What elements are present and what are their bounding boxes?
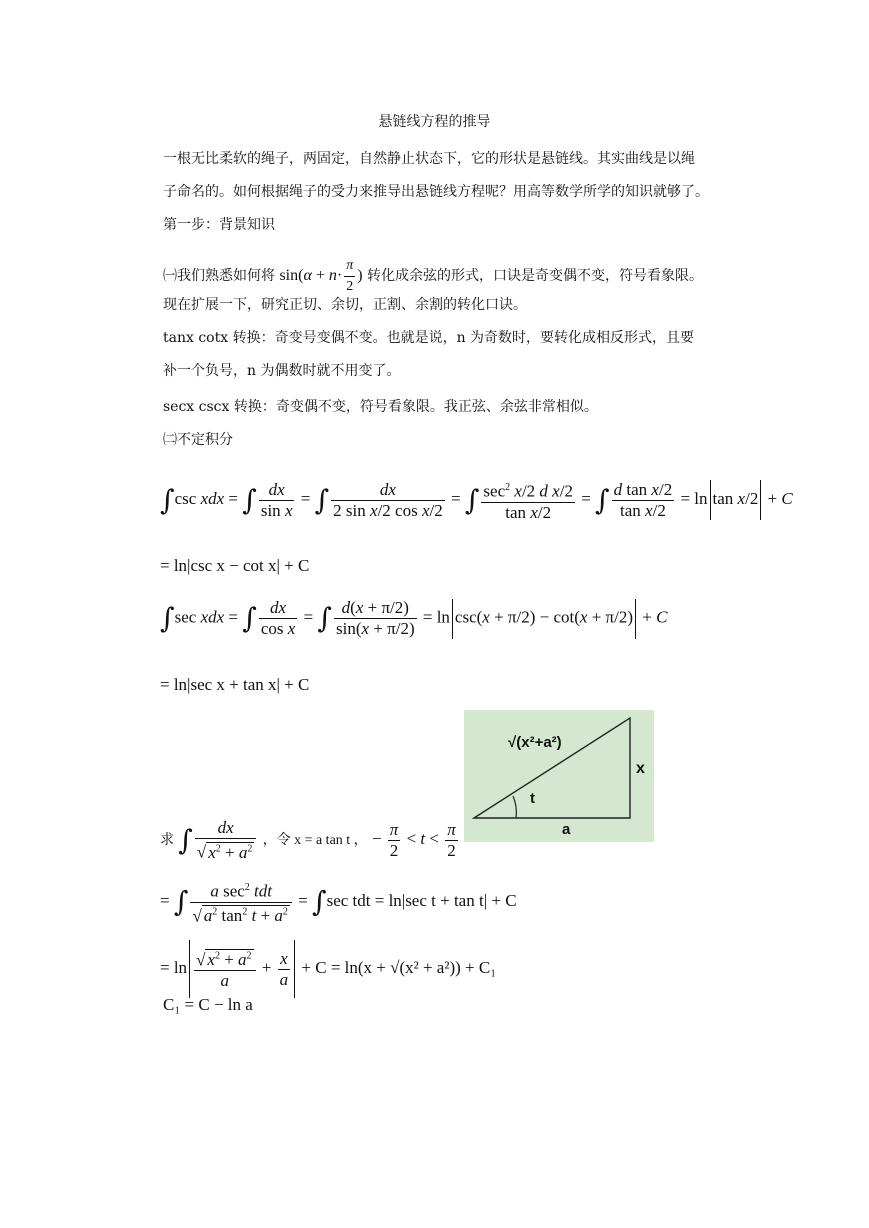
tan-cot-line-2: 补一个负号，n 为偶数时就不用变了。 [163,363,401,379]
angle-t-label: t [530,790,535,807]
equation-qiu: 求 ∫ $\frac{dx}{√ x^2 + a^2}$ ，令 x = a tan t ， − $\frac{\pi}{2}$ < t < $\frac{\pi}{2}$ [160,818,456,862]
equation-int-line-2-tail: + C = ln(x + √(x² + a²)) + C₁ [301,957,497,977]
equation-int-line-1-tail: sec tdt = ln|sec t + tan t| + C [326,891,517,911]
qiu-prefix: 求 [160,833,174,849]
equation-sec-result: = ln|sec x + tan x| + C [160,675,310,694]
equation-csc-integral: ∫csc xdx = ∫ $\frac{dx}{\text{sin x}}$ = ∫ $\frac{dx}{\text{2 sin x/2 cos x/2}}$ = ∫ $\frac{\sec^2 x/2 d x/2}{\text{tan x/2}}$ = ∫ $\frac{\text{d tan x/2}}{\text{tan x/2}}$ = ln tan x/2 + C [160,479,793,522]
item-1-suffix: 转化成余弦的形式，口诀是奇变偶不变，符号看象限。 [367,268,704,285]
paragraph-1-line-2: 子命名的。如何根据绳子的受力来推导出悬链线方程呢？用高等数学所学的知识就够了。 [163,184,709,200]
step-1-heading: 第一步：背景知识 [163,217,275,233]
right-triangle-diagram [464,710,654,842]
item-1-prefix: ㈠我们熟悉如何将 [163,268,275,285]
equation-c1: C₁ = C − ln a [163,995,253,1014]
equation-int-line-1: = ∫ $\frac{a \sec^2 tdt}{√ a^2 \tan^2 t + a^2}$ = ∫sec tdt = ln|sec t + tan t| + C [160,878,517,926]
item-1-text [163,256,703,297]
extend-line: 现在扩展一下，研究正切、余切，正割、余割的转化口诀。 [163,297,527,313]
qiu-substitution: ，令 x = a tan t ， [262,833,368,849]
item-2-heading: ㈡不定积分 [163,432,233,448]
paragraph-1-line-1: 一根无比柔软的绳子，两固定，自然静止状态下，它的形状是悬链线。其实曲线是以绳 [163,151,695,167]
base-a-label: a [562,821,571,838]
side-x-label: x [636,760,645,777]
equation-csc-result: = ln|csc x − cot x| + C [160,556,310,575]
equation-sec-integral: ∫sec xdx = ∫ $\frac{dx}{\text{cos x}}$ = ∫ $\frac{d(x + \pi/2)}{\sin(x + \pi/2)}$ = ln csc(x + π/2) − cot(x + π/2) + C [160,598,668,638]
sec-csc-line: secx cscx 转换：奇变偶不变，符号看象限。我正弦、余弦非常相似。 [163,399,598,415]
tan-cot-line-1: tanx cotx 转换：奇变号变偶不变。也就是说，n 为奇数时，要转化成相反形式，且要 [163,330,695,346]
item-1-formula: sin(α + n· $\frac{\pi}{2}$ ) [279,258,363,294]
equation-int-line-2: = ln $\frac{√ x^2 + a^2}{a}$ + $\frac{x}{a}$ + C = ln(x + √(x² + a²)) + C₁ [160,940,496,998]
hypotenuse-label: √(x²+a²) [508,734,562,751]
document-title: 悬链线方程的推导 [378,114,491,130]
